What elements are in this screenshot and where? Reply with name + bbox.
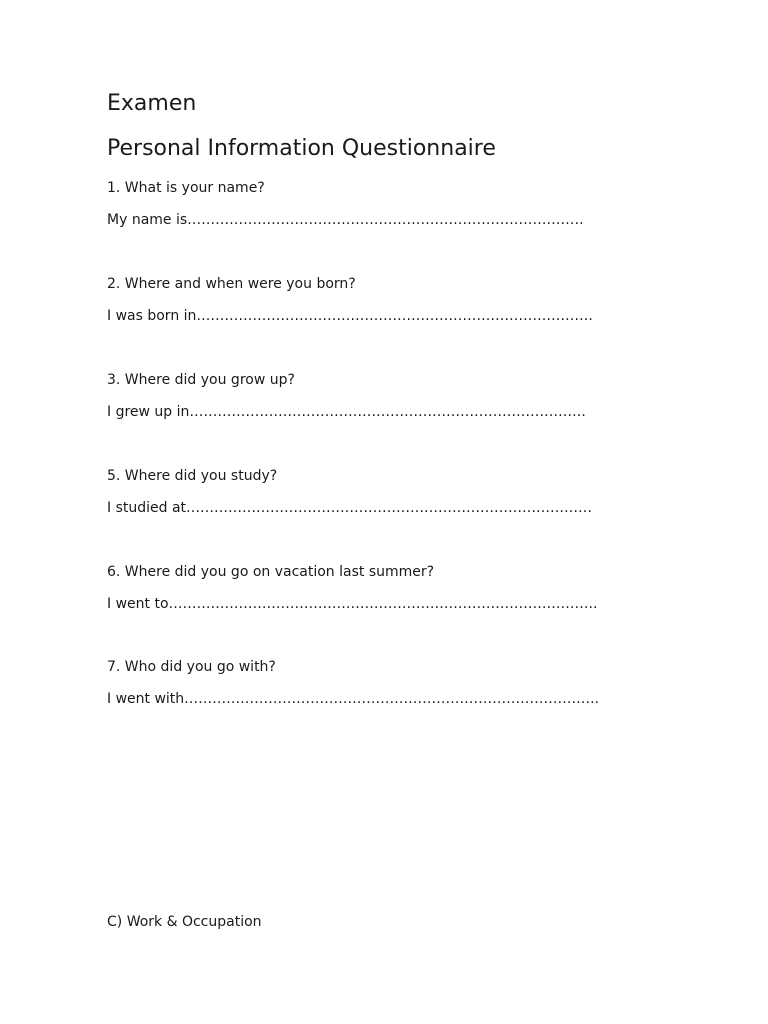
answer-line-7: I went with…………………………………………………………………………….. [107, 691, 600, 707]
answer-line-2: I was born in…………………………………………………………………………. [107, 308, 593, 324]
section-heading: C) Work & Occupation [107, 914, 262, 930]
question-3: 3. Where did you grow up? [107, 372, 295, 388]
answer-line-6: I went to……………………………………………………………………………….. [107, 596, 598, 612]
question-2: 2. Where and when were you born? [107, 276, 356, 292]
document-title: Examen [107, 91, 197, 116]
document-subtitle: Personal Information Questionnaire [107, 136, 496, 161]
question-6: 6. Where did you go on vacation last summer? [107, 564, 435, 580]
question-1: 1. What is your name? [107, 180, 265, 196]
answer-line-5: I studied at…………………………………………………………………………… [107, 500, 593, 516]
question-5: 5. Where did you study? [107, 468, 278, 484]
question-7: 7. Who did you go with? [107, 659, 276, 675]
answer-line-1: My name is…………………………………………………………………………. [107, 212, 584, 228]
answer-line-3: I grew up in…………………………………………………………………………. [107, 404, 586, 420]
